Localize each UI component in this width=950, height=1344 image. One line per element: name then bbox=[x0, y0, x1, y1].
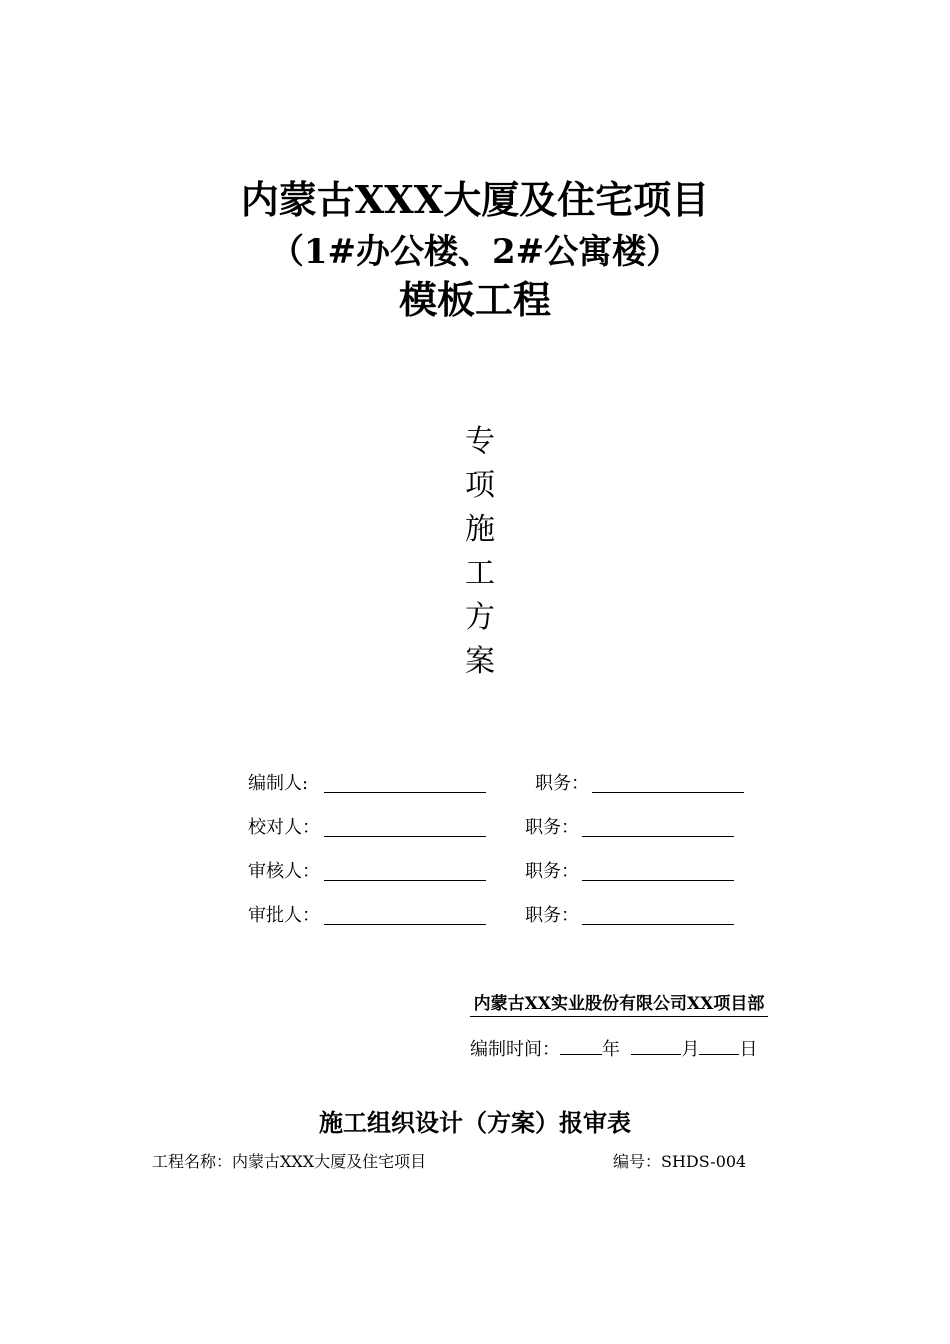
position-label: 职务： bbox=[525, 861, 579, 882]
project-name: 工程名称：内蒙古XXX大厦及住宅项目 bbox=[152, 1152, 427, 1171]
position-label: 职务： bbox=[525, 905, 579, 926]
cover-title-line-3: 模板工程 bbox=[398, 277, 551, 322]
signature-blank[interactable] bbox=[324, 792, 486, 793]
month-blank[interactable] bbox=[631, 1036, 681, 1055]
company-name: 内蒙古XX实业股份有限公司XX项目部 bbox=[470, 992, 768, 1017]
date-row bbox=[470, 1036, 757, 1063]
signature-blank[interactable] bbox=[324, 836, 486, 837]
position-blank[interactable] bbox=[582, 836, 734, 837]
cover-title-line-2: （1#办公楼、2#公寓楼） bbox=[269, 232, 681, 272]
signature-label: 校对人： bbox=[248, 817, 320, 838]
vertical-char: 专 bbox=[465, 424, 495, 459]
position-blank[interactable] bbox=[592, 792, 744, 793]
vertical-char: 方 bbox=[465, 600, 495, 635]
vertical-char: 工 bbox=[465, 556, 495, 591]
vertical-subtitle bbox=[455, 420, 505, 684]
signature-blank[interactable] bbox=[324, 924, 486, 925]
date-label: 编制时间： bbox=[470, 1039, 560, 1060]
signature-label: 审批人： bbox=[248, 905, 320, 926]
position-label: 职务： bbox=[535, 773, 589, 794]
signature-blank[interactable] bbox=[324, 880, 486, 881]
position-blank[interactable] bbox=[582, 924, 734, 925]
position-label: 职务： bbox=[525, 817, 579, 838]
day-label: 日 bbox=[739, 1039, 758, 1060]
month-label: 月 bbox=[681, 1039, 700, 1060]
vertical-char: 案 bbox=[465, 644, 495, 679]
position-blank[interactable] bbox=[582, 880, 734, 881]
form-number: 编号：SHDS-004 bbox=[613, 1152, 747, 1171]
vertical-char: 项 bbox=[465, 468, 495, 503]
signature-label: 审核人： bbox=[248, 861, 320, 882]
year-label: 年 bbox=[602, 1039, 620, 1060]
day-blank[interactable] bbox=[699, 1036, 739, 1055]
cover-title-line-1: 内蒙古XXX大厦及住宅项目 bbox=[240, 177, 710, 222]
signature-label: 编制人: bbox=[248, 773, 309, 794]
year-blank[interactable] bbox=[560, 1036, 602, 1055]
form-title: 施工组织设计（方案）报审表 bbox=[319, 1108, 631, 1137]
vertical-char: 施 bbox=[465, 512, 495, 547]
